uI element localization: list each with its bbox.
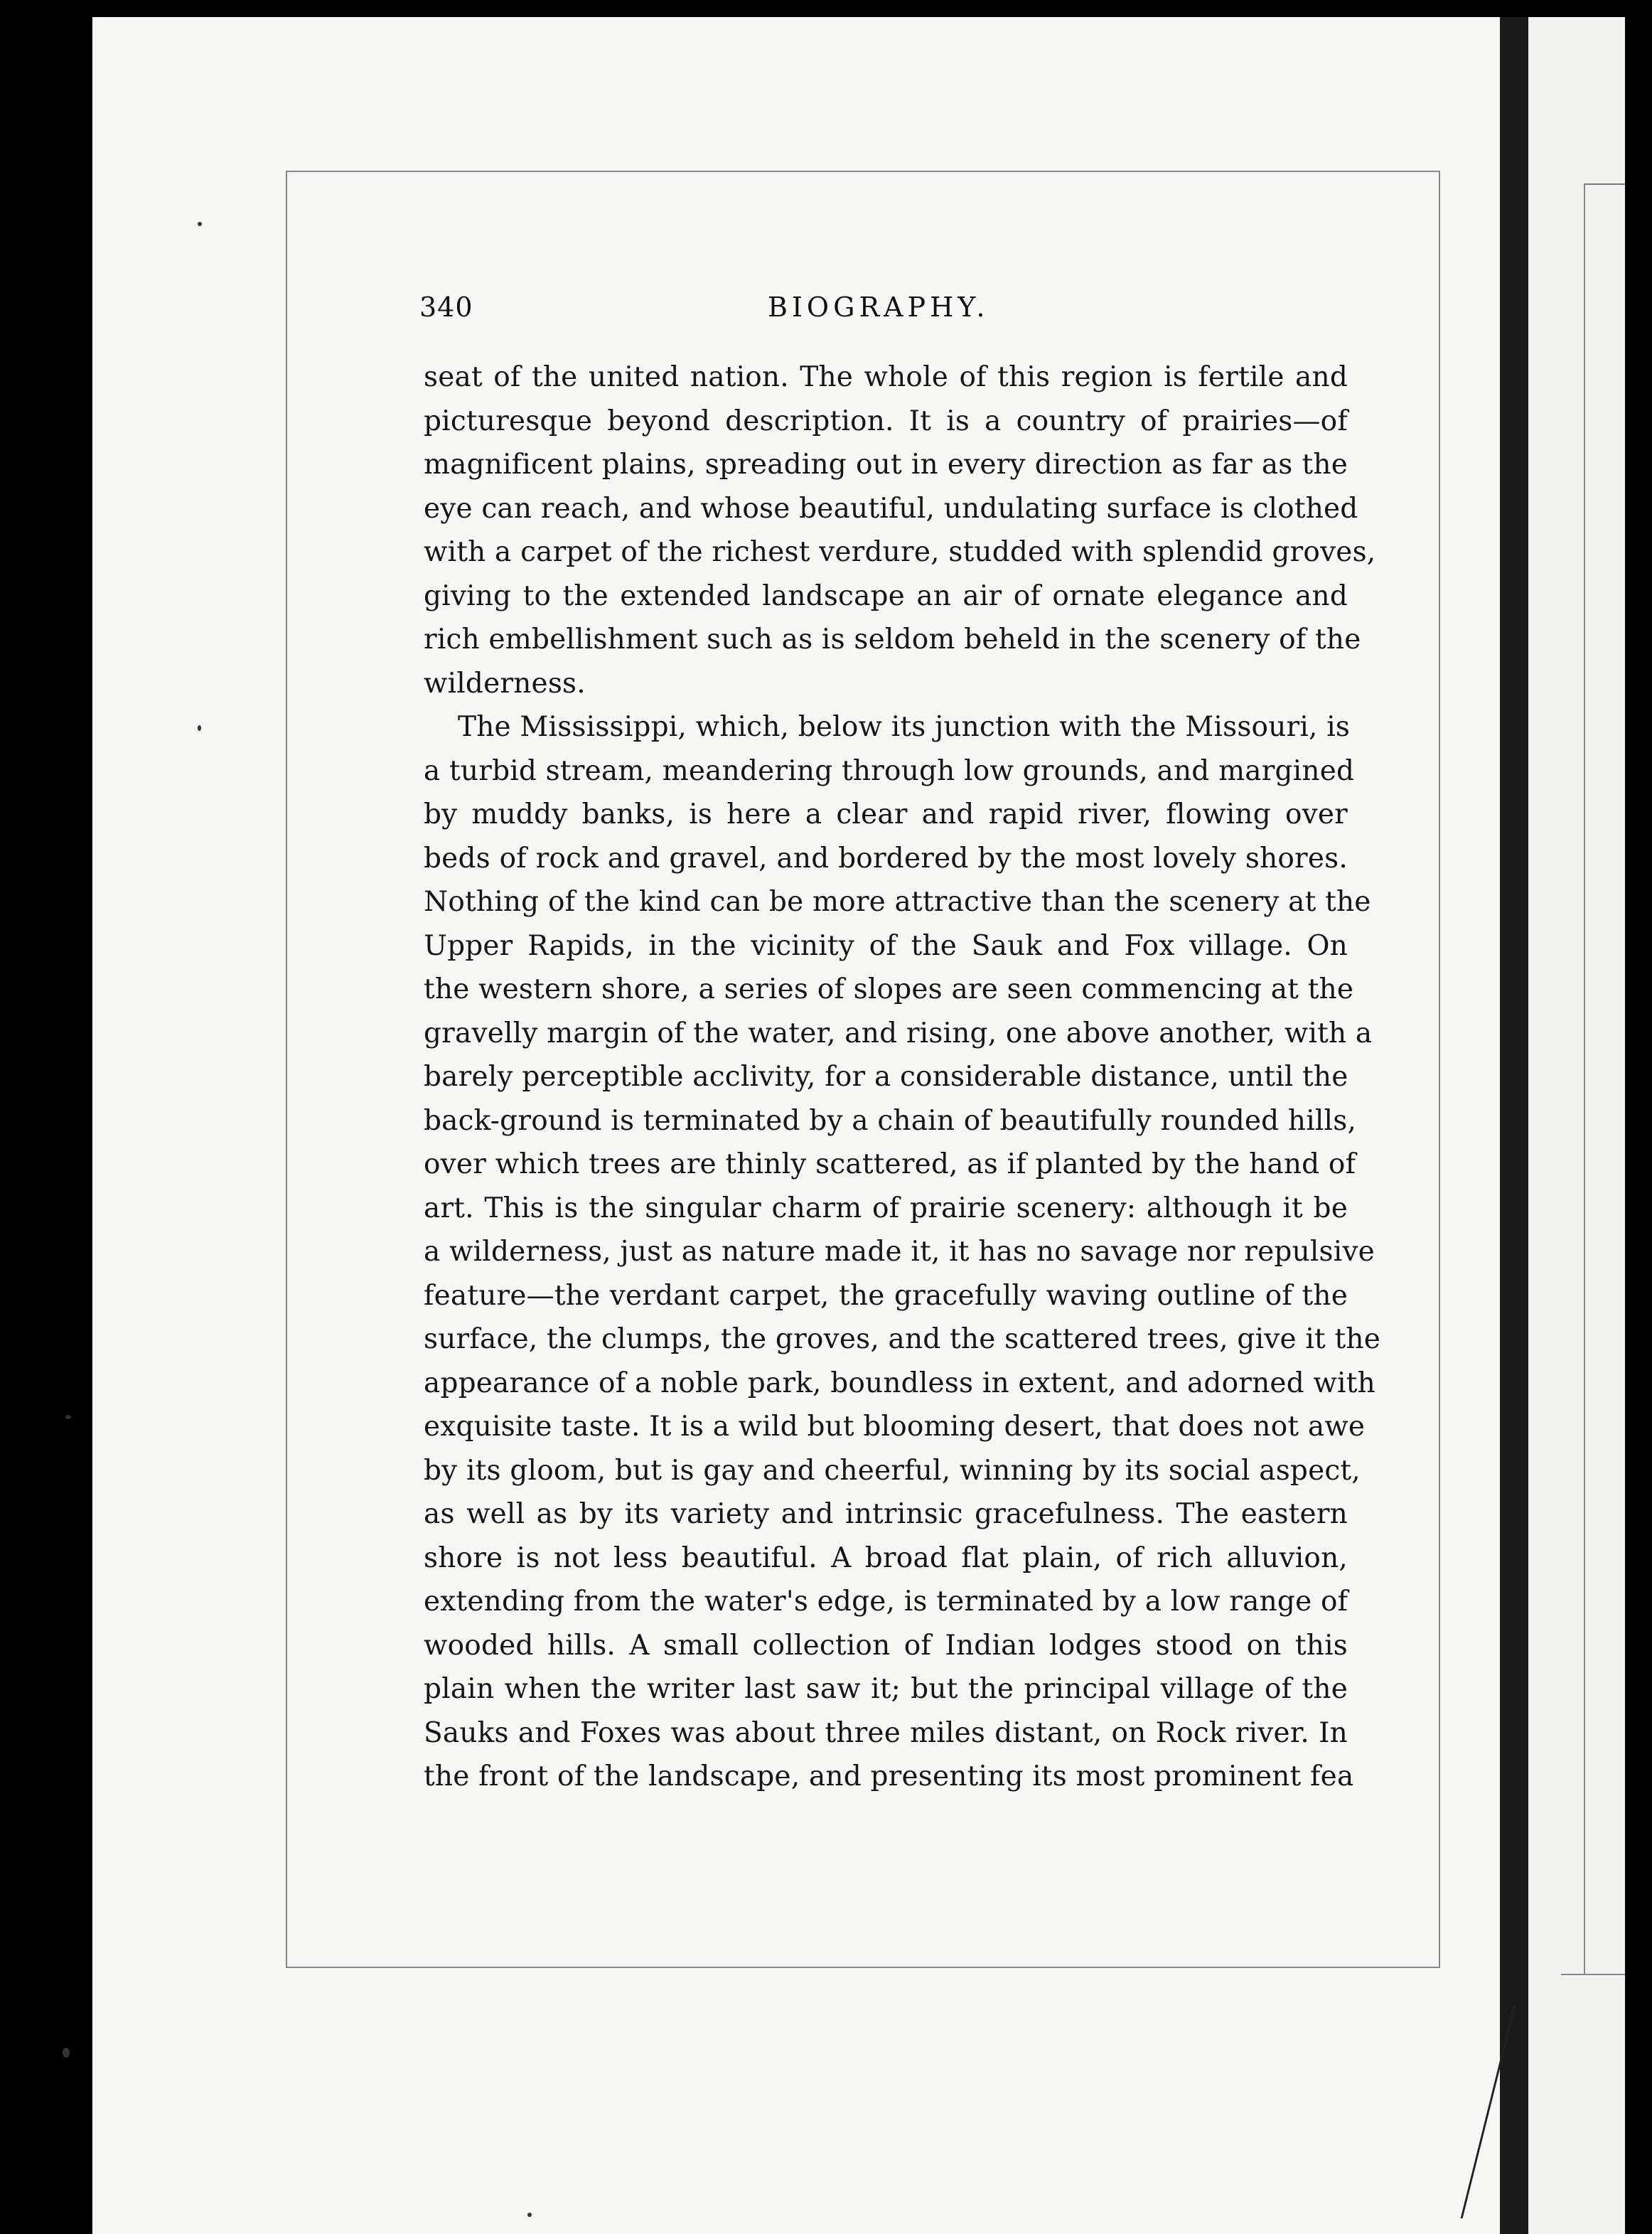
text-line: exquisite taste. It is a wild but blooming desert, that does not awe (424, 1411, 1366, 1443)
text-line: a wilderness, just as nature made it, it has no savage nor repulsive (424, 1236, 1375, 1268)
scan-top-edge (0, 0, 1652, 17)
book-gutter (1500, 17, 1528, 2234)
text-line: seat of the united nation. The whole of this region is fertile and (424, 361, 1348, 393)
facing-page-frame-bottom (1561, 1974, 1625, 1975)
text-line: the western shore, a series of slopes are seen commencing at the (424, 973, 1354, 1005)
text-line: shore is not less beautiful. A broad flat plain, of rich alluvion, (424, 1541, 1348, 1574)
scan-right-edge (1625, 0, 1652, 2234)
text-line: Nothing of the kind can be more attractive than the scenery at the (424, 886, 1371, 918)
text-line: Sauks and Foxes was about three miles distant, on Rock river. In (424, 1716, 1348, 1749)
text-line: extending from the water's edge, is terminated by a low range of (424, 1586, 1348, 1618)
text-line: with a carpet of the richest verdure, studded with splendid groves, (424, 536, 1376, 568)
scan-speck (63, 2048, 70, 2058)
text-line: back-ground is terminated by a chain of beautifully rounded hills, (424, 1104, 1357, 1137)
text-line: art. This is the singular charm of prairie scenery: although it be (424, 1192, 1348, 1224)
text-line: wilderness. (424, 667, 586, 700)
facing-page-edge (1528, 17, 1625, 2234)
text-line: the front of the landscape, and presenting its most prominent fea (424, 1760, 1354, 1792)
scan-left-edge (0, 0, 92, 2234)
running-title: BIOGRAPHY. (768, 292, 989, 323)
text-line: gravelly margin of the water, and rising, one above another, with a (424, 1017, 1373, 1049)
text-line: feature—the verdant carpet, the gracefully waving outline of the (424, 1279, 1348, 1312)
text-line: appearance of a noble park, boundless in extent, and adorned with (424, 1367, 1375, 1399)
text-line: magnificent plains, spreading out in every direction as far as the (424, 449, 1348, 481)
text-line: a turbid stream, meandering through low grounds, and margined (424, 754, 1355, 787)
text-line: eye can reach, and whose beautiful, undulating surface is clothed (424, 492, 1358, 525)
text-line: by muddy banks, is here a clear and rapid river, flowing over (424, 798, 1348, 830)
scan-speck (198, 222, 202, 226)
text-line: picturesque beyond description. It is a country of prairies—of (424, 405, 1348, 437)
text-line: beds of rock and gravel, and bordered by the most lovely shores. (424, 842, 1348, 875)
text-line: Upper Rapids, in the vicinity of the Sauk and Fox village. On (424, 929, 1348, 962)
text-line: plain when the writer last saw it; but the principal village of the (424, 1673, 1348, 1705)
text-line: as well as by its variety and intrinsic gracefulness. The eastern (424, 1498, 1348, 1530)
facing-page-frame-side (1584, 183, 1585, 1975)
text-line: giving to the extended landscape an air of ornate elegance and (424, 579, 1348, 612)
text-line: rich embellishment such as is seldom beheld in the scenery of the (424, 624, 1361, 656)
facing-page-frame-top (1584, 183, 1625, 185)
scan-speck (198, 725, 201, 731)
text-line: The Mississippi, which, below its junction with the Missouri, is (458, 711, 1351, 743)
scan-speck (527, 2213, 532, 2217)
scan-speck (65, 1415, 71, 1419)
text-line: wooded hills. A small collection of Indian lodges stood on this (424, 1629, 1348, 1662)
text-line: by its gloom, but is gay and cheerful, winning by its social aspect, (424, 1454, 1361, 1487)
text-line: surface, the clumps, the groves, and the scattered trees, give it the (424, 1323, 1380, 1355)
text-line: barely perceptible acclivity, for a considerable distance, until the (424, 1061, 1348, 1093)
page-number: 340 (419, 292, 473, 323)
text-line: over which trees are thinly scattered, as if planted by the hand of (424, 1148, 1356, 1180)
running-head (419, 292, 1351, 327)
body-text (424, 356, 1380, 1799)
